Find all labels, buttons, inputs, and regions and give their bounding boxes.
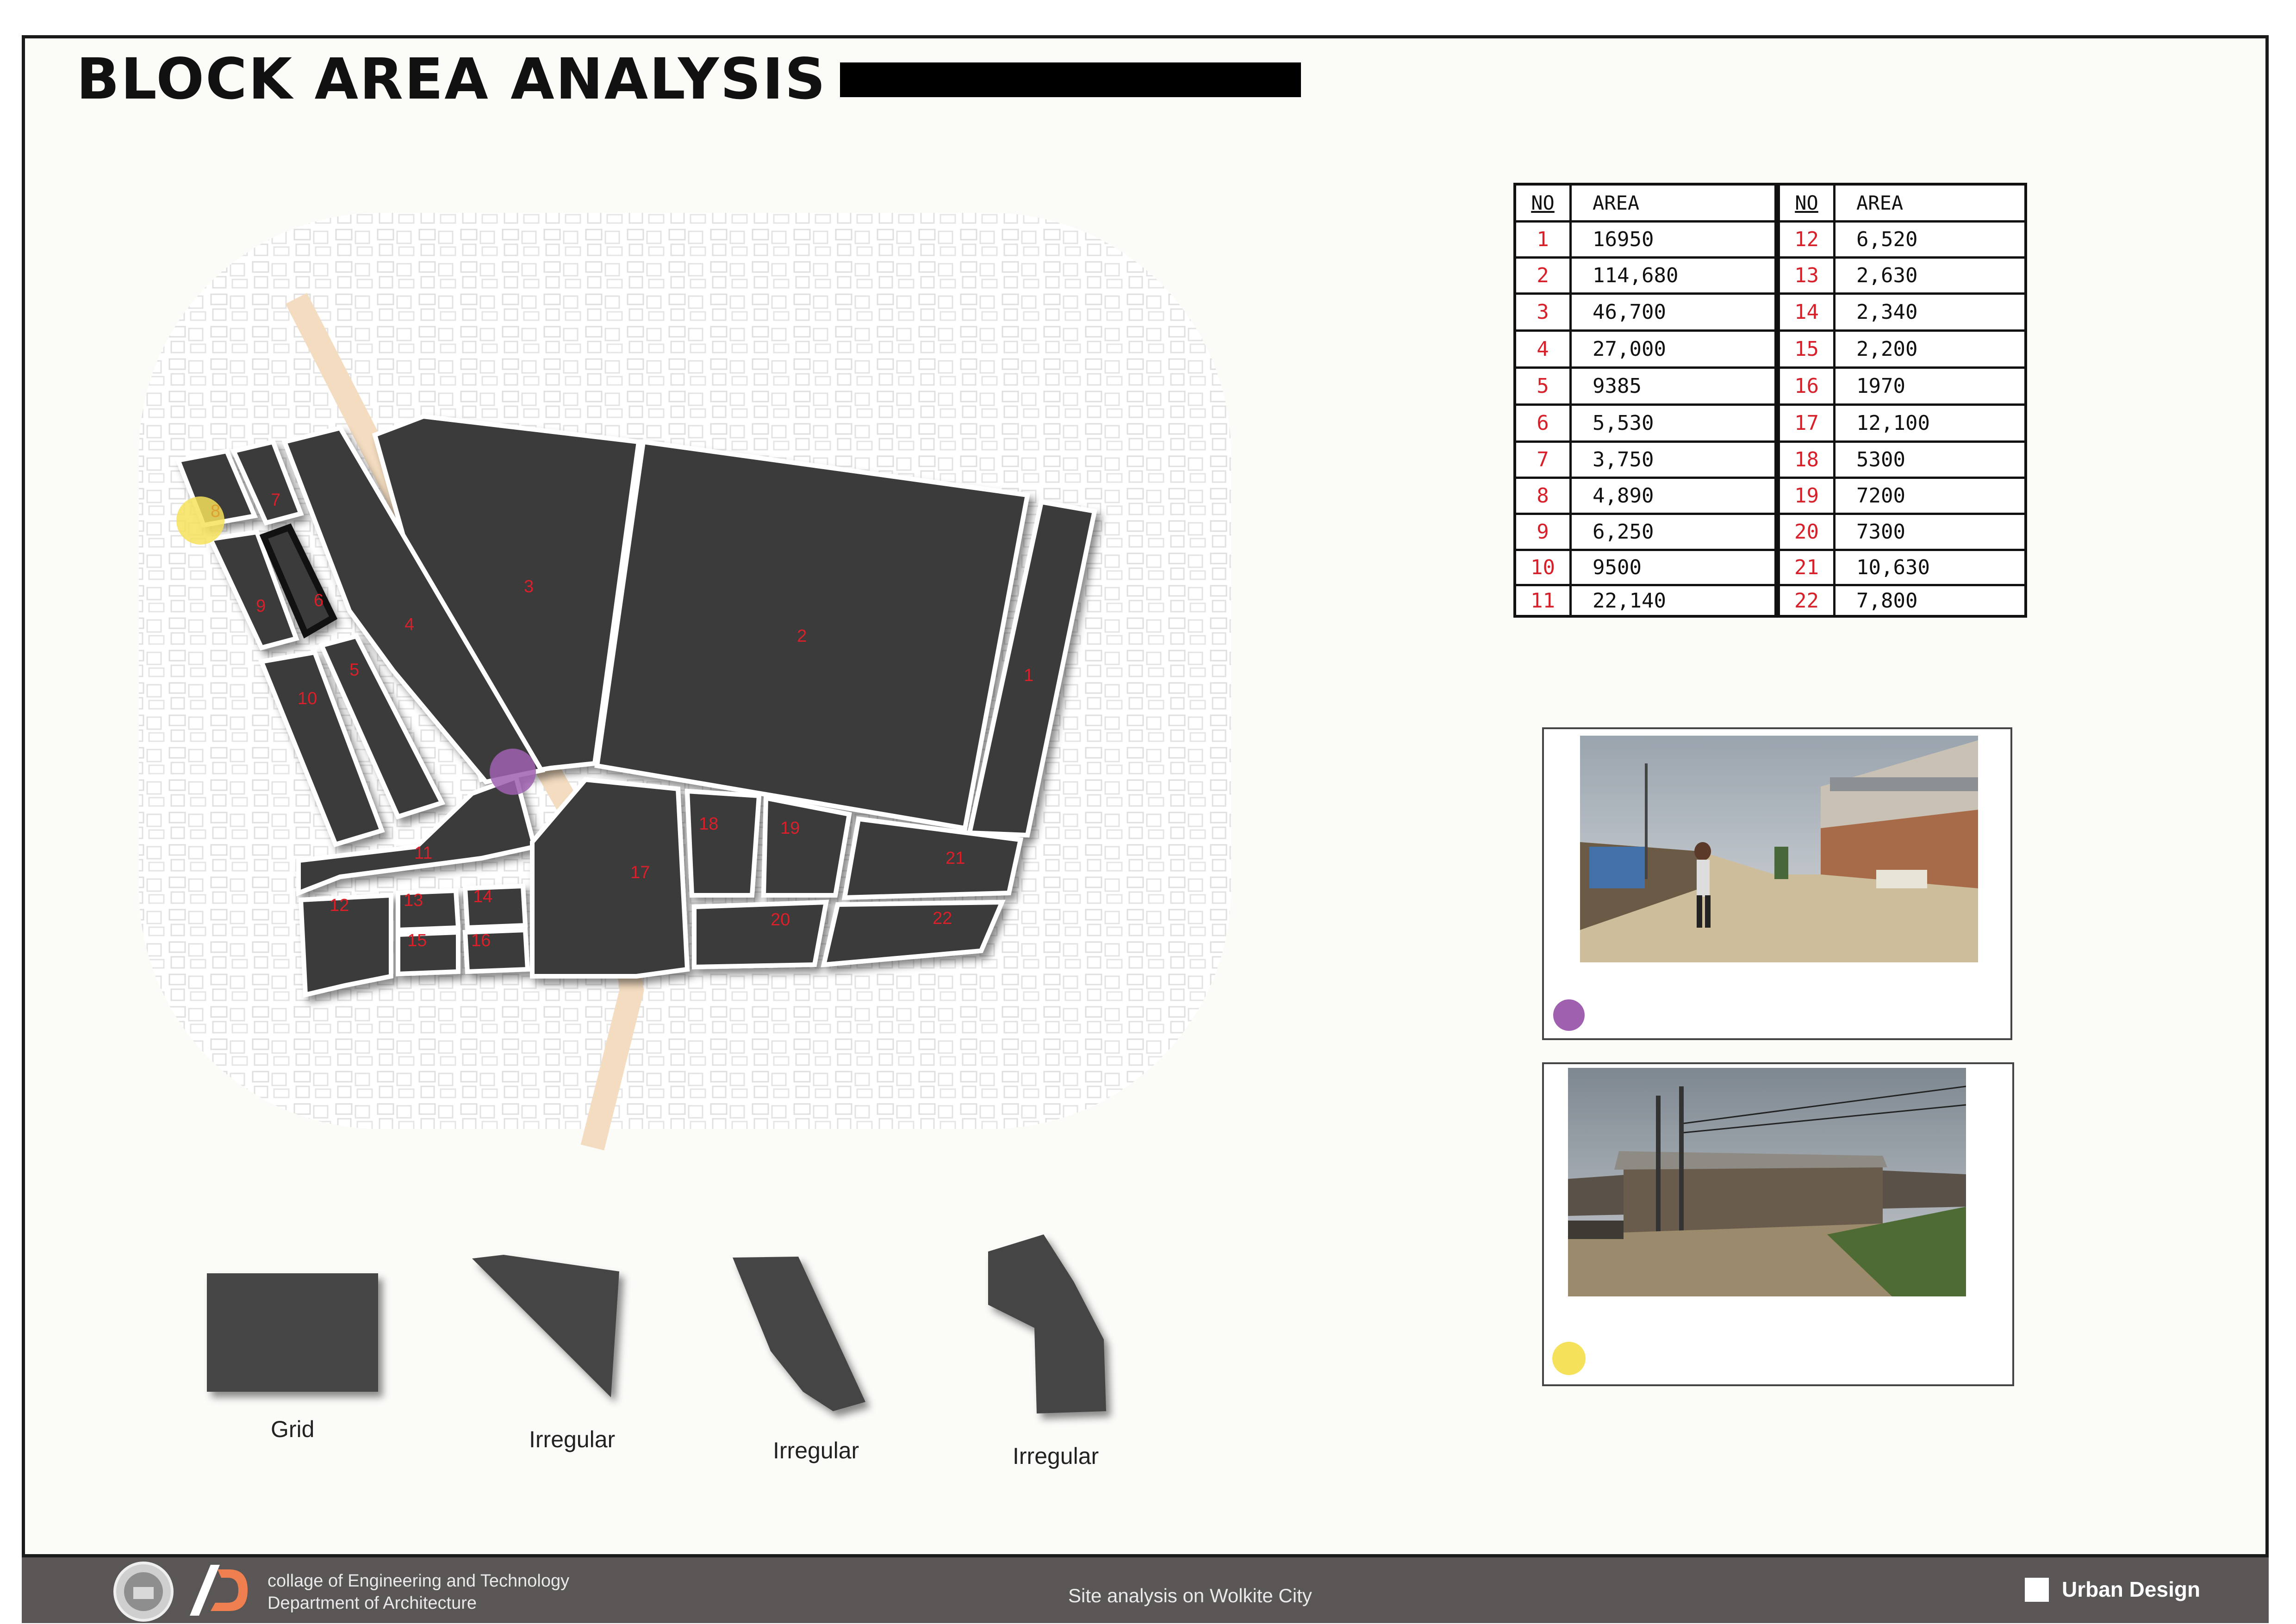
purple-dot-marker (1553, 999, 1585, 1031)
area-table (1513, 183, 2027, 618)
block-label-1: 1 (1024, 666, 1034, 685)
footer-department: Department of Architecture (268, 1593, 477, 1613)
row-no: 4 (1516, 332, 1572, 366)
block-label-18: 18 (699, 814, 719, 834)
row-area: 2,200 (1856, 337, 1918, 361)
row-no: 21 (1780, 551, 1836, 584)
row-area: 7300 (1856, 520, 1905, 544)
photo-card-warehouse (1542, 1062, 2014, 1386)
typology-label-grid: Grid (271, 1416, 315, 1442)
block-18 (687, 791, 759, 895)
row-no: 13 (1780, 259, 1836, 292)
block-label-22: 22 (933, 909, 952, 928)
table-row (1780, 479, 2024, 515)
typology-label-irregular-3: Irregular (1013, 1443, 1099, 1469)
table-row (1516, 443, 1774, 479)
typology-irregular-shape-2 (733, 1257, 865, 1411)
block-label-4: 4 (404, 615, 415, 634)
block-label-15: 15 (407, 931, 427, 950)
row-area: 16950 (1593, 228, 1654, 251)
market-street-photo (1580, 736, 1978, 962)
block-19 (764, 798, 849, 895)
block-label-11: 11 (414, 843, 433, 863)
block-label-19: 19 (780, 818, 800, 838)
row-no: 14 (1780, 295, 1836, 329)
row-area: 9500 (1593, 556, 1642, 579)
header-no: NO (1516, 186, 1572, 220)
row-no: 8 (1516, 479, 1572, 513)
row-no: 16 (1780, 369, 1836, 403)
row-no: 1 (1516, 223, 1572, 256)
sheet-title: BLOCK AREA ANALYSIS (76, 46, 827, 112)
table-row (1780, 295, 2024, 332)
area-table-left (1513, 183, 1777, 618)
block-label-12: 12 (330, 896, 349, 915)
row-area: 2,630 (1856, 264, 1918, 287)
row-area: 114,680 (1593, 264, 1679, 287)
row-no: 11 (1516, 586, 1572, 615)
table-header-row (1780, 186, 2024, 223)
typology-shapes (207, 1234, 1106, 1413)
table-row (1516, 515, 1774, 551)
row-no: 2 (1516, 259, 1572, 292)
photo-card-market (1542, 727, 2012, 1040)
table-row (1516, 406, 1774, 443)
header-no: NO (1780, 186, 1836, 220)
block-label-7: 7 (271, 490, 281, 510)
row-area: 22,140 (1593, 589, 1666, 613)
warehouse-photo (1568, 1068, 1966, 1296)
block-label-2: 2 (797, 626, 807, 646)
row-no: 6 (1516, 406, 1572, 440)
row-area: 9385 (1593, 374, 1642, 398)
block-label-10: 10 (298, 689, 317, 708)
table-row (1780, 369, 2024, 406)
row-no: 10 (1516, 551, 1572, 584)
block-label-16: 16 (471, 931, 491, 950)
row-no: 15 (1780, 332, 1836, 366)
footer-college: collage of Engineering and Technology (268, 1571, 570, 1591)
block-label-6: 6 (314, 591, 324, 610)
table-row (1516, 332, 1774, 369)
row-area: 2,340 (1856, 300, 1918, 324)
table-row (1516, 223, 1774, 259)
row-area: 27,000 (1593, 337, 1666, 361)
row-no: 12 (1780, 223, 1836, 256)
department-logo (185, 1560, 250, 1620)
row-area: 6,520 (1856, 228, 1918, 251)
row-area: 6,250 (1593, 520, 1654, 544)
table-row (1516, 259, 1774, 295)
row-area: 3,750 (1593, 448, 1654, 471)
typology-label-irregular-1: Irregular (529, 1426, 616, 1452)
header-area: AREA (1856, 192, 1904, 214)
footer-project: Site analysis on Wolkite City (1068, 1585, 1312, 1606)
block-label-20: 20 (771, 910, 790, 930)
course-square-icon (2025, 1578, 2049, 1602)
yellow-dot-marker (1552, 1342, 1586, 1375)
area-table-right (1777, 183, 2027, 618)
block-label-8: 8 (211, 502, 221, 521)
photo-marker-purple (490, 749, 536, 795)
row-no: 20 (1780, 515, 1836, 549)
block-label-13: 13 (404, 891, 423, 910)
row-no: 7 (1516, 443, 1572, 477)
footer-course: Urban Design (2062, 1577, 2201, 1601)
block-label-9: 9 (256, 596, 266, 616)
block-label-14: 14 (473, 887, 493, 906)
table-row (1516, 295, 1774, 332)
table-row (1780, 259, 2024, 295)
row-area: 7,800 (1856, 589, 1918, 613)
row-area: 12,100 (1856, 411, 1930, 435)
block-label-5: 5 (349, 660, 360, 680)
table-row (1780, 223, 2024, 259)
row-area: 5,530 (1593, 411, 1654, 435)
table-row (1516, 586, 1774, 615)
row-no: 18 (1780, 443, 1836, 477)
block-label-17: 17 (630, 863, 650, 882)
typology-grid-shape (207, 1273, 378, 1392)
row-area: 1970 (1856, 374, 1905, 398)
table-row (1780, 443, 2024, 479)
row-no: 19 (1780, 479, 1836, 513)
table-row (1516, 369, 1774, 406)
row-area: 5300 (1856, 448, 1905, 471)
row-area: 7200 (1856, 484, 1905, 508)
table-row (1516, 479, 1774, 515)
university-seal-logo (111, 1559, 176, 1624)
table-row (1780, 586, 2024, 615)
table-row (1780, 332, 2024, 369)
block-label-3: 3 (524, 577, 534, 596)
table-row (1780, 551, 2024, 586)
table-row (1780, 406, 2024, 443)
row-no: 5 (1516, 369, 1572, 403)
table-row (1780, 515, 2024, 551)
typology-irregular-shape-3 (988, 1234, 1106, 1413)
row-no: 9 (1516, 515, 1572, 549)
block-2 (597, 442, 1027, 828)
typology-irregular-shape-1 (472, 1255, 619, 1397)
typology-label-irregular-2: Irregular (773, 1438, 859, 1463)
table-row (1516, 551, 1774, 586)
row-no: 3 (1516, 295, 1572, 329)
row-area: 46,700 (1593, 300, 1666, 324)
table-header-row (1516, 186, 1774, 223)
row-area: 10,630 (1856, 556, 1930, 579)
header-area: AREA (1593, 192, 1640, 214)
row-no: 17 (1780, 406, 1836, 440)
row-area: 4,890 (1593, 484, 1654, 508)
block-20 (694, 902, 826, 967)
block-label-21: 21 (946, 849, 965, 868)
row-no: 22 (1780, 586, 1836, 615)
